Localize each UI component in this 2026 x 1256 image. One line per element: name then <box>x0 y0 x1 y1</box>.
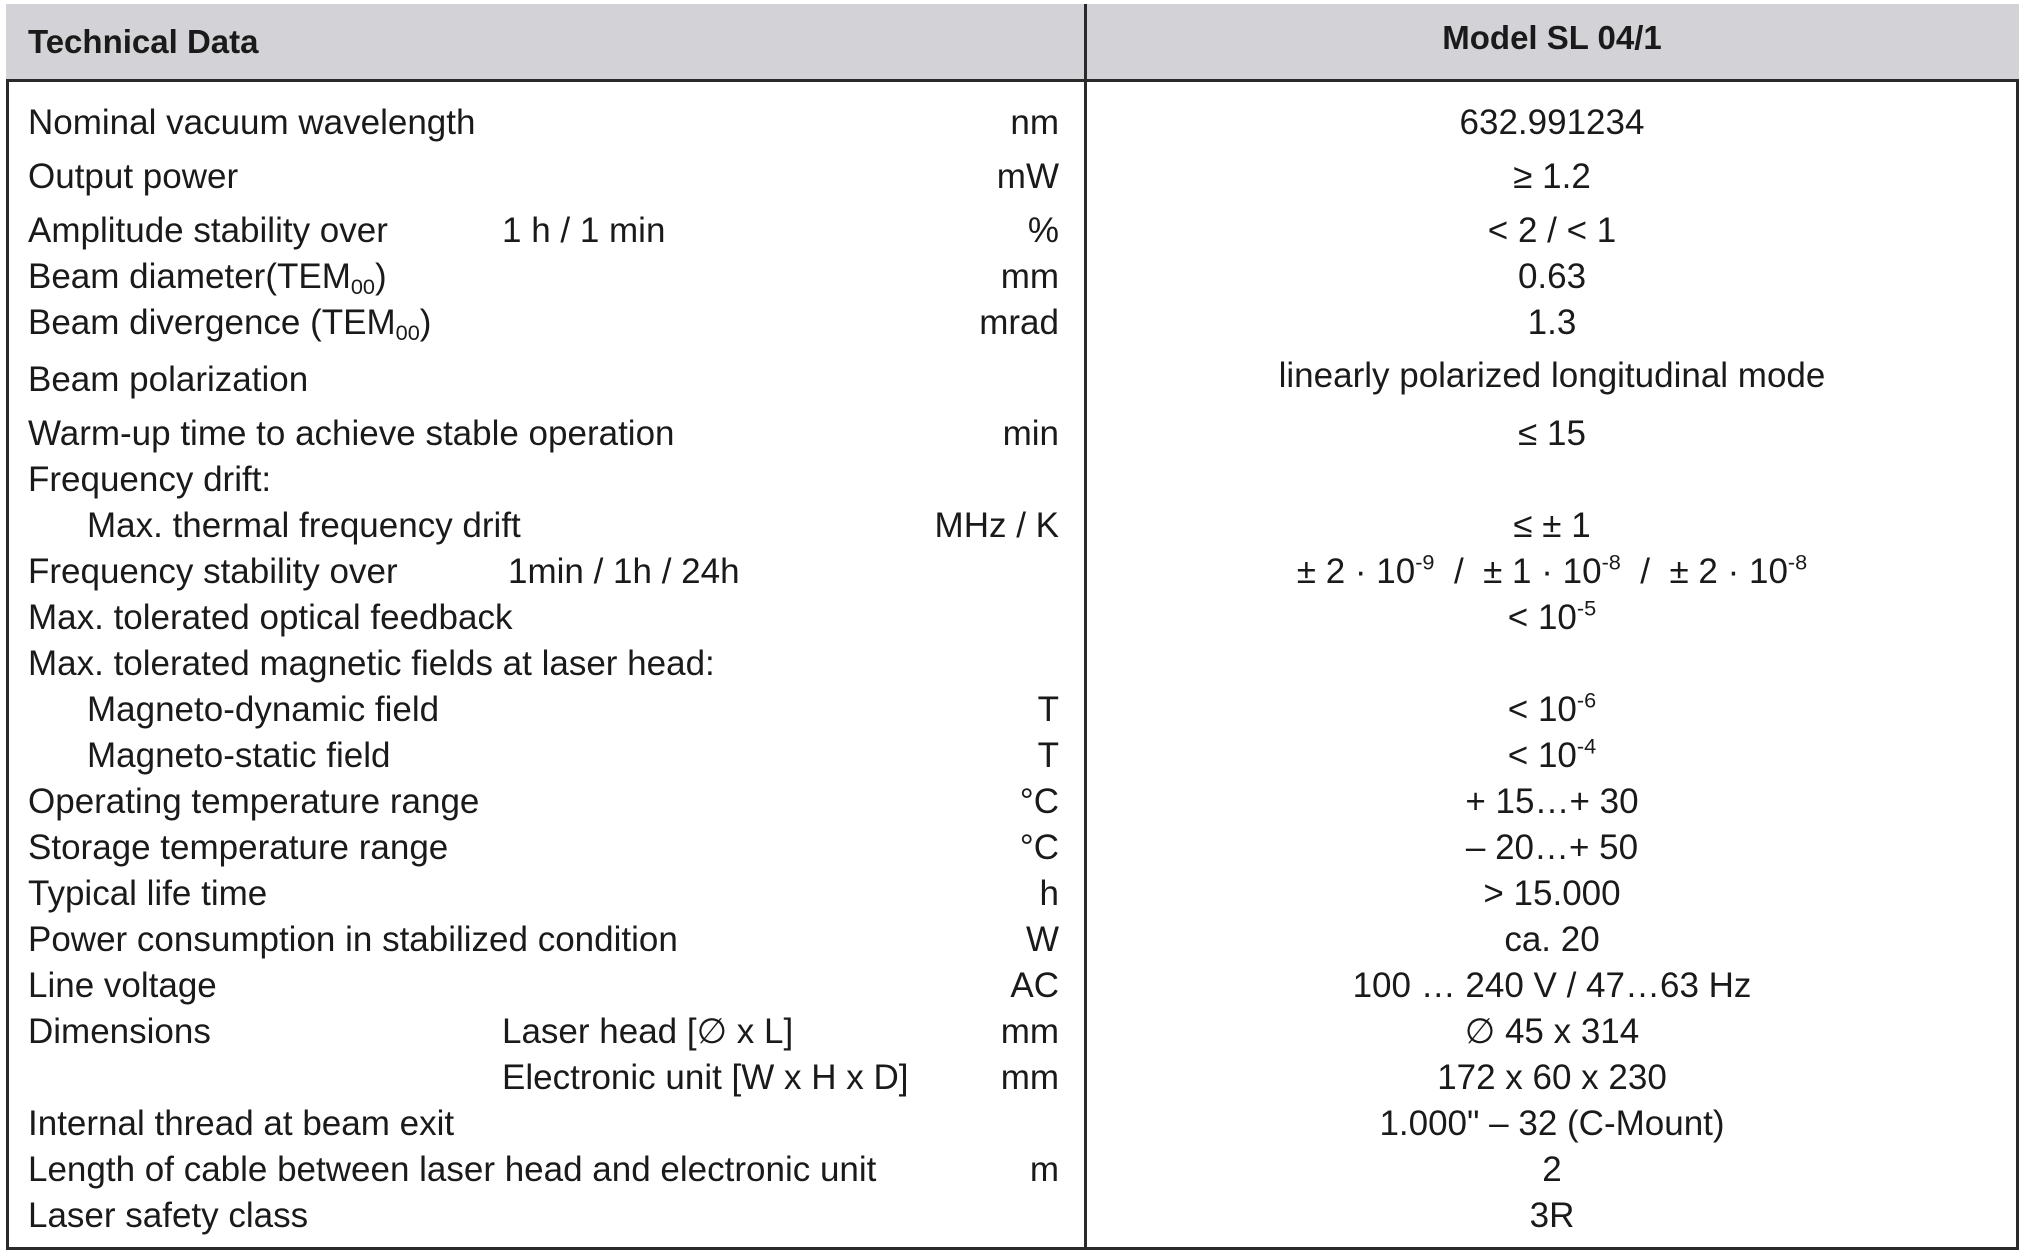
spec-unit: mW <box>996 157 1059 196</box>
spec-label: Beam $diameter(TEM_{00})$ <box>28 257 387 300</box>
spec-row <box>0 733 2026 779</box>
spec-unit: °C <box>1019 828 1059 867</box>
spec-value: ≤ 15 <box>1518 414 1586 453</box>
spec-unit: nm <box>1010 103 1059 142</box>
spec-label: Operating temperature range <box>28 782 480 821</box>
spec-label: Magneto-dynamic field <box>87 690 440 729</box>
header-technical-data: Technical Data <box>28 23 259 60</box>
spec-label: Output power <box>28 157 239 196</box>
spec-row <box>0 254 2026 300</box>
spec-sublabel: 1 h / 1 min <box>502 211 666 250</box>
spec-value: 1.000" – 32 (C-Mount) <box>1379 1104 1725 1143</box>
spec-unit: W <box>1025 920 1059 959</box>
spec-label: Laser safety class <box>28 1196 309 1235</box>
spec-value: < $10^{-6}$ <box>1507 687 1597 729</box>
spec-row <box>0 687 2026 733</box>
spec-value: 172 x 60 x 230 <box>1437 1058 1667 1097</box>
spec-value: ca. 20 <box>1504 920 1600 959</box>
spec-row <box>0 503 2026 549</box>
spec-unit: mm <box>1000 1012 1059 1051</box>
spec-value: 1.3 <box>1527 303 1577 342</box>
spec-row <box>0 871 2026 917</box>
spec-label: Line voltage <box>28 966 217 1005</box>
spec-unit: mm <box>1000 1058 1059 1097</box>
spec-label: Max. thermal frequency drift <box>87 506 521 545</box>
spec-value: 632.991234 <box>1459 103 1645 142</box>
spec-label: Internal thread at beam exit <box>28 1104 455 1143</box>
spec-row <box>0 549 2026 595</box>
spec-row <box>0 1147 2026 1193</box>
spec-value: ≥ 1.2 <box>1513 157 1591 196</box>
header-model: Model SL 04/1 <box>1442 19 1662 56</box>
spec-unit: h <box>1039 874 1059 913</box>
spec-value: linearly polarized longitudinal mode <box>1278 356 1826 395</box>
spec-value: – 20…+ 50 <box>1465 828 1639 867</box>
spec-unit: mm <box>1000 257 1059 296</box>
spec-value: < $10^{-4}$ <box>1507 733 1597 775</box>
spec-label: Frequency stability over <box>28 552 398 591</box>
spec-label: Amplitude stability over <box>28 211 388 250</box>
spec-value: > 15.000 <box>1483 874 1621 913</box>
spec-unit: T <box>1037 736 1059 775</box>
spec-label: Dimensions <box>28 1012 211 1051</box>
spec-row <box>0 917 2026 963</box>
spec-value: 100 … 240 V / 47…63 Hz <box>1352 966 1752 1005</box>
spec-row <box>0 1055 2026 1101</box>
spec-row <box>0 411 2026 457</box>
spec-unit: % <box>1027 211 1059 250</box>
spec-label: Power consumption in stabilized condition <box>28 920 678 959</box>
spec-label: Storage temperature range <box>28 828 449 867</box>
spec-row <box>0 825 2026 871</box>
spec-row <box>0 779 2026 825</box>
spec-label: Max. tolerated optical feedback <box>28 598 513 637</box>
spec-row <box>0 641 2026 687</box>
spec-label: Beam divergence $(TEM_{00})$ <box>28 303 432 346</box>
spec-value: 3R <box>1529 1196 1575 1235</box>
spec-label: Nominal vacuum wavelength <box>28 103 476 142</box>
spec-unit: min <box>1002 414 1059 453</box>
spec-sublabel: Electronic unit [W x H x D] <box>502 1058 909 1097</box>
spec-row <box>0 963 2026 1009</box>
spec-value: ± $2 \cdot 10^{-9}$ / ± $1 \cdot 10^{-8}$ / ± $2 \cdot 10^{-8}$ <box>1296 549 1808 591</box>
spec-row <box>0 457 2026 503</box>
spec-value: < $10^{-5}$ <box>1507 595 1597 637</box>
spec-label: Length of cable between laser head and electronic unit <box>28 1150 877 1189</box>
spec-label: Frequency drift: <box>28 460 272 499</box>
spec-row <box>0 154 2026 200</box>
spec-unit: AC <box>1010 966 1059 1005</box>
spec-row <box>0 1193 2026 1239</box>
spec-unit: MHz / K <box>934 506 1059 545</box>
spec-value: 0.63 <box>1517 257 1587 296</box>
spec-row <box>0 1101 2026 1147</box>
spec-row <box>0 357 2026 403</box>
spec-value: + 15…+ 30 <box>1465 782 1639 821</box>
spec-unit: mrad <box>979 303 1059 342</box>
spec-value: < 2 / < 1 <box>1487 211 1617 250</box>
spec-value: ≤ ± 1 <box>1513 506 1591 545</box>
spec-row <box>0 100 2026 146</box>
spec-sublabel: Laser head [∅ x L] <box>502 1012 794 1051</box>
spec-label: Beam polarization <box>28 360 309 399</box>
spec-sublabel: 1min / 1h / 24h <box>508 552 740 591</box>
spec-row <box>0 595 2026 641</box>
spec-unit: m <box>1029 1150 1059 1189</box>
spec-unit: °C <box>1019 782 1059 821</box>
spec-label: Warm-up time to achieve stable operation <box>28 414 675 453</box>
spec-value: 2 <box>1542 1150 1562 1189</box>
spec-label: Magneto-static field <box>87 736 391 775</box>
spec-row <box>0 300 2026 346</box>
spec-row <box>0 208 2026 254</box>
spec-row <box>0 1009 2026 1055</box>
spec-label: Typical life time <box>28 874 268 913</box>
spec-unit: T <box>1037 690 1059 729</box>
spec-value: ∅ 45 x 314 <box>1464 1012 1640 1051</box>
spec-label: Max. tolerated magnetic fields at laser head: <box>28 644 715 683</box>
